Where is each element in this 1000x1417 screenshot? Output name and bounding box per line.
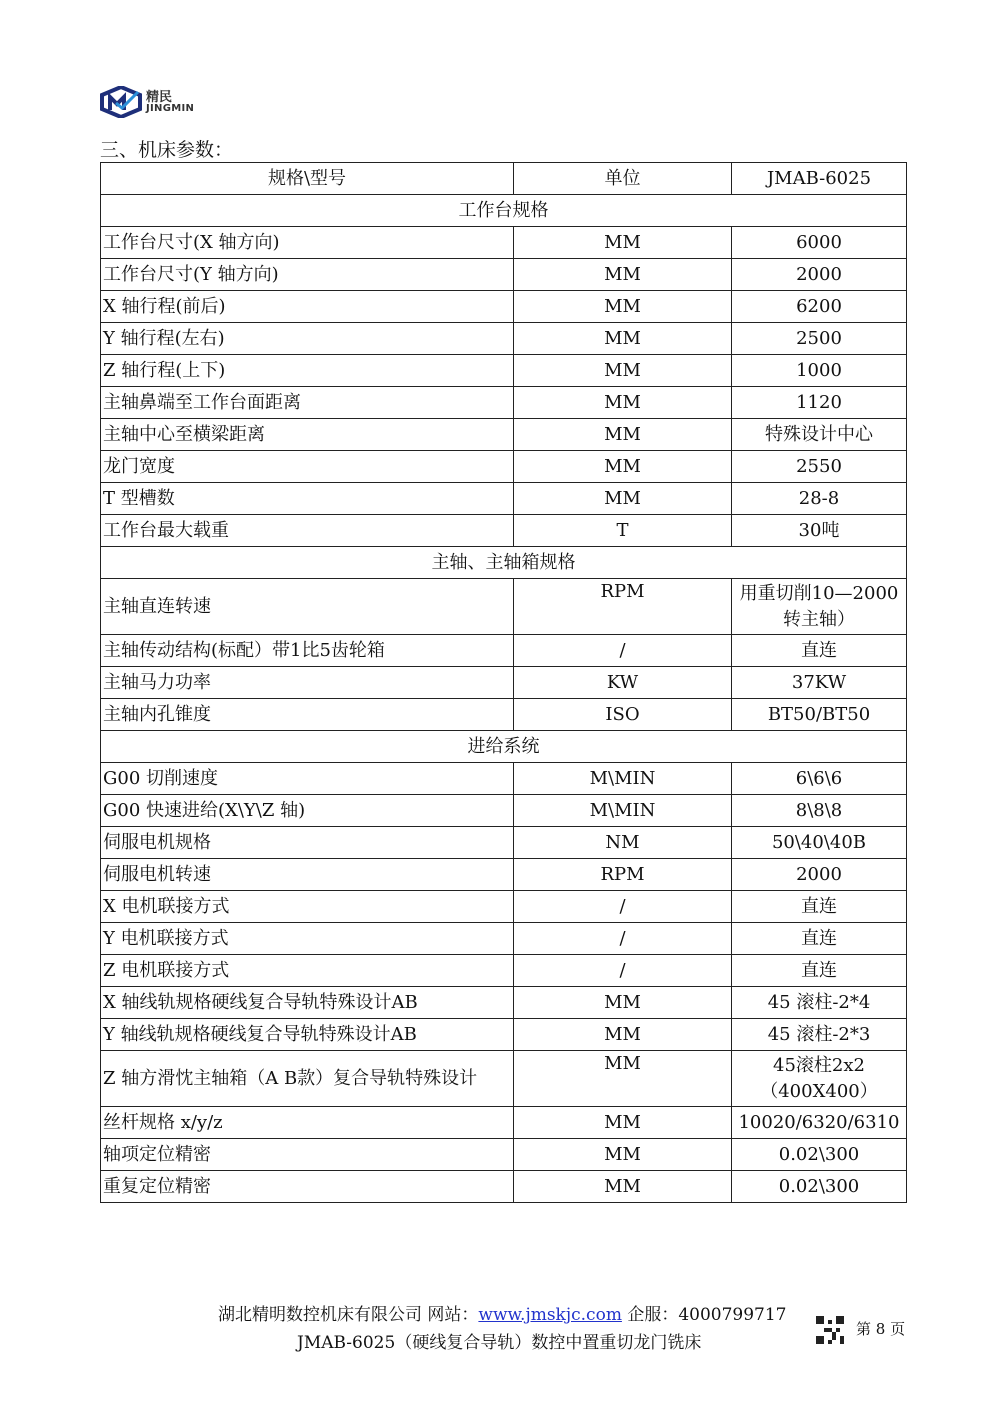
value-cell: 2550: [732, 451, 907, 483]
spec-name-cell: T 型槽数: [101, 483, 514, 515]
service-phone: 4000799717: [678, 1305, 787, 1325]
value-cell: 45 滚柱-2*3: [732, 1019, 907, 1051]
value-cell: 用重切削10—2000转主轴）: [732, 579, 907, 635]
value-cell: 8\8\8: [732, 795, 907, 827]
value-cell: 6000: [732, 227, 907, 259]
unit-cell: ISO: [514, 699, 732, 731]
section-heading: 三、机床参数：: [100, 139, 234, 161]
jingmin-logo-icon: [100, 86, 142, 118]
spec-name-cell: Y 轴线轨规格硬线复合导轨特殊设计AB: [101, 1019, 514, 1051]
table-row: [101, 923, 907, 955]
unit-cell: MM: [514, 387, 732, 419]
value-cell: 0.02\300: [732, 1171, 907, 1203]
unit-cell: KW: [514, 667, 732, 699]
table-row: [101, 827, 907, 859]
unit-cell: /: [514, 923, 732, 955]
table-row: [101, 859, 907, 891]
logo-chinese: 精民: [146, 89, 173, 105]
table-section-row: [101, 731, 907, 763]
value-cell: 2000: [732, 259, 907, 291]
table-row: [101, 451, 907, 483]
unit-cell: /: [514, 635, 732, 667]
spec-name-cell: Z 轴行程(上下): [101, 355, 514, 387]
spec-name-cell: 主轴马力功率: [101, 667, 514, 699]
unit-cell: MM: [514, 1107, 732, 1139]
unit-cell: /: [514, 955, 732, 987]
value-cell: 50\40\40B: [732, 827, 907, 859]
product-line: JMAB-6025（硬线复合导轨）数控中置重切龙门铣床: [297, 1333, 702, 1353]
table-section-row: [101, 195, 907, 227]
table-header-row: [101, 163, 907, 195]
section-title: 进给系统: [101, 731, 907, 763]
footer-company-line: [218, 1300, 787, 1325]
value-cell: 0.02\300: [732, 1139, 907, 1171]
spec-name-cell: 丝杆规格 x/y/z: [101, 1107, 514, 1139]
section-title: 主轴、主轴箱规格: [101, 547, 907, 579]
table-section-row: [101, 547, 907, 579]
value-cell: 10020/6320/6310: [732, 1107, 907, 1139]
table-row: [101, 667, 907, 699]
spec-name-cell: 重复定位精密: [101, 1171, 514, 1203]
unit-cell: MM: [514, 419, 732, 451]
spec-name-cell: Z 电机联接方式: [101, 955, 514, 987]
table-row: [101, 699, 907, 731]
spec-name-cell: Y 轴行程(左右): [101, 323, 514, 355]
value-cell: 2500: [732, 323, 907, 355]
value-cell: 2000: [732, 859, 907, 891]
spec-name-cell: 主轴传动结构(标配）带1比5齿轮箱: [101, 635, 514, 667]
value-cell: 6200: [732, 291, 907, 323]
table-row: [101, 515, 907, 547]
value-cell: 1120: [732, 387, 907, 419]
unit-cell: MM: [514, 1019, 732, 1051]
value-cell: 45 滚柱-2*4: [732, 987, 907, 1019]
spec-name-cell: X 轴行程(前后): [101, 291, 514, 323]
spec-name-cell: G00 切削速度: [101, 763, 514, 795]
value-cell: 28-8: [732, 483, 907, 515]
header-model: JMAB-6025: [732, 163, 907, 195]
spec-name-cell: 主轴鼻端至工作台面距离: [101, 387, 514, 419]
table-row: [101, 291, 907, 323]
website-link[interactable]: www.jmskjc.com: [478, 1305, 622, 1325]
spec-name-cell: 工作台尺寸(Y 轴方向): [101, 259, 514, 291]
unit-cell: MM: [514, 451, 732, 483]
unit-cell: T: [514, 515, 732, 547]
table-row: [101, 355, 907, 387]
table-row: [101, 1171, 907, 1203]
unit-cell: MM: [514, 1171, 732, 1203]
spec-name-cell: 主轴内孔锥度: [101, 699, 514, 731]
spec-name-cell: 工作台最大载重: [101, 515, 514, 547]
table-row: [101, 579, 907, 635]
header-unit: 单位: [514, 163, 732, 195]
table-row: [101, 891, 907, 923]
spec-name-cell: Z 轴方滑忱主轴箱（A B款）复合导轨特殊设计: [101, 1051, 514, 1107]
spec-name-cell: X 电机联接方式: [101, 891, 514, 923]
spec-name-cell: 主轴直连转速: [101, 579, 514, 635]
unit-cell: M\MIN: [514, 763, 732, 795]
value-cell: 6\6\6: [732, 763, 907, 795]
unit-cell: MM: [514, 259, 732, 291]
table-row: [101, 227, 907, 259]
spec-name-cell: Y 电机联接方式: [101, 923, 514, 955]
value-cell: 直连: [732, 891, 907, 923]
value-cell: 直连: [732, 923, 907, 955]
value-cell: 30吨: [732, 515, 907, 547]
spec-table: [100, 162, 907, 1203]
table-row: [101, 763, 907, 795]
spec-name-cell: X 轴线轨规格硬线复合导轨特殊设计AB: [101, 987, 514, 1019]
unit-cell: MM: [514, 483, 732, 515]
header-spec: 规格\型号: [101, 163, 514, 195]
table-row: [101, 387, 907, 419]
table-row: [101, 955, 907, 987]
table-row: [101, 1139, 907, 1171]
table-row: [101, 987, 907, 1019]
spec-name-cell: 工作台尺寸(X 轴方向): [101, 227, 514, 259]
table-row: [101, 419, 907, 451]
value-cell: 37KW: [732, 667, 907, 699]
value-cell: 特殊设计中心: [732, 419, 907, 451]
qr-code-icon: [816, 1316, 844, 1344]
table-row: [101, 483, 907, 515]
value-cell: 直连: [732, 955, 907, 987]
unit-cell: MM: [514, 291, 732, 323]
unit-cell: MM: [514, 227, 732, 259]
table-row: [101, 259, 907, 291]
website-label: 网站：: [427, 1305, 479, 1325]
table-row: [101, 1051, 907, 1107]
unit-cell: MM: [514, 1051, 732, 1107]
unit-cell: RPM: [514, 859, 732, 891]
unit-cell: RPM: [514, 579, 732, 635]
company-name: 湖北精明数控机床有限公司: [218, 1305, 422, 1325]
logo-english: JINGMIN: [146, 102, 195, 114]
unit-cell: MM: [514, 987, 732, 1019]
page-number: 第 8 页: [856, 1320, 906, 1338]
table-row: [101, 635, 907, 667]
spec-name-cell: 主轴中心至横梁距离: [101, 419, 514, 451]
value-cell: 45滚柱2x2（400X400）: [732, 1051, 907, 1107]
value-cell: 1000: [732, 355, 907, 387]
section-title: 工作台规格: [101, 195, 907, 227]
value-cell: BT50/BT50: [732, 699, 907, 731]
unit-cell: /: [514, 891, 732, 923]
table-row: [101, 795, 907, 827]
unit-cell: M\MIN: [514, 795, 732, 827]
value-cell: 直连: [732, 635, 907, 667]
unit-cell: MM: [514, 1139, 732, 1171]
spec-name-cell: 轴项定位精密: [101, 1139, 514, 1171]
unit-cell: NM: [514, 827, 732, 859]
unit-cell: MM: [514, 355, 732, 387]
table-row: [101, 323, 907, 355]
unit-cell: MM: [514, 323, 732, 355]
company-logo: [100, 86, 194, 118]
spec-name-cell: 伺服电机转速: [101, 859, 514, 891]
spec-name-cell: G00 快速进给(X\Y\Z 轴): [101, 795, 514, 827]
spec-name-cell: 伺服电机规格: [101, 827, 514, 859]
table-row: [101, 1107, 907, 1139]
table-row: [101, 1019, 907, 1051]
spec-name-cell: 龙门宽度: [101, 451, 514, 483]
service-label: 企服：: [627, 1305, 679, 1325]
